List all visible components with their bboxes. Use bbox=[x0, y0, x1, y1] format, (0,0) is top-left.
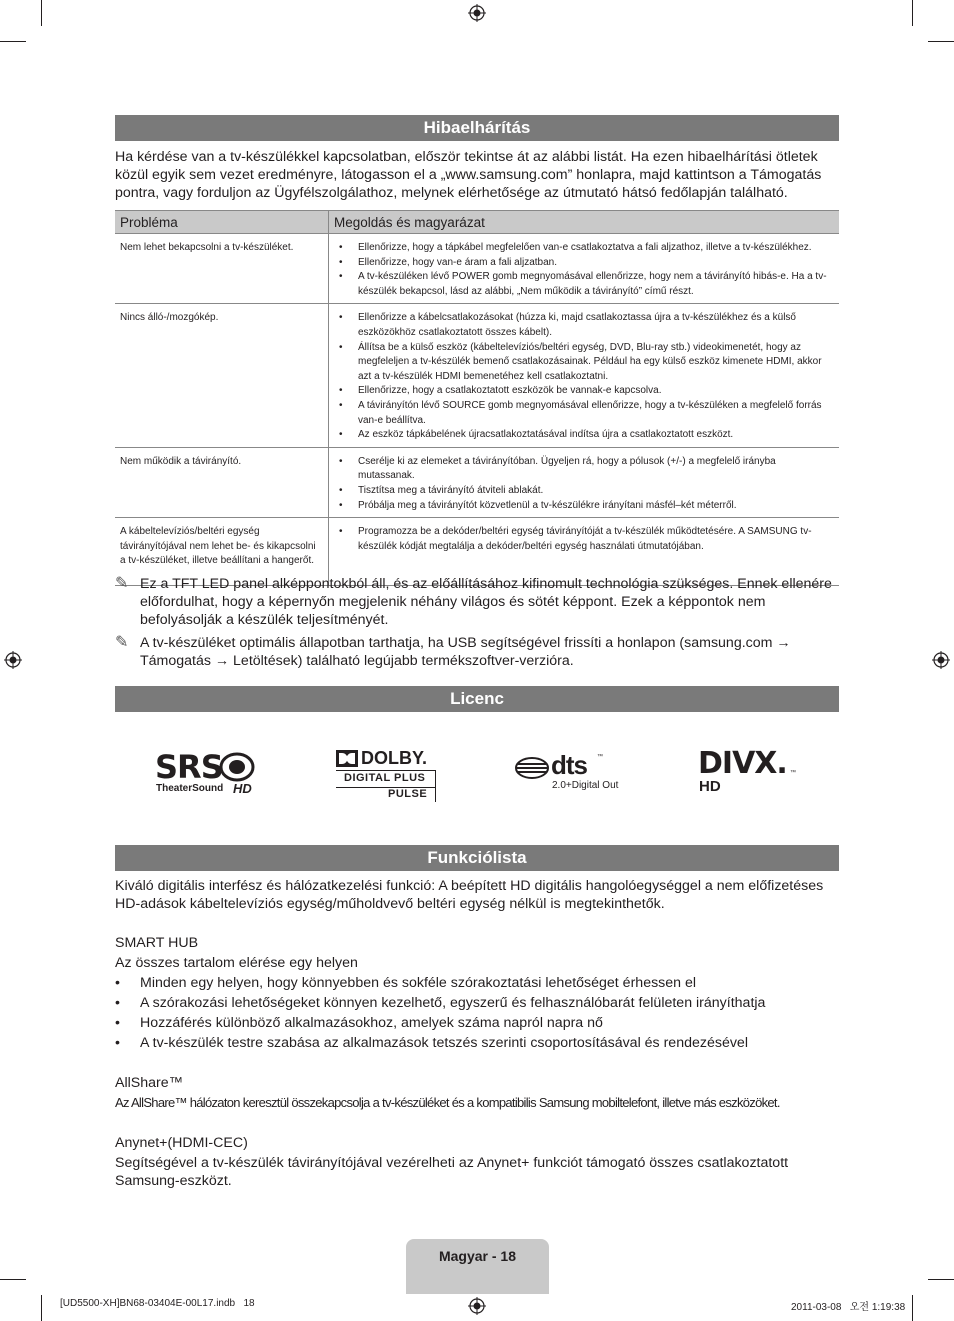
srs-circle-icon bbox=[219, 752, 255, 782]
problem-cell: Nincs álló-/mozgókép. bbox=[115, 304, 329, 447]
allshare-text: Az AllShare™ hálózaton keresztül összekapcsolja a tv-készüléket és a kompatibilis Samsung mobiltelefont, illetve más eszközöket. bbox=[115, 1095, 780, 1110]
print-timestamp: 2011-03-08 오전 1:19:38 bbox=[791, 1302, 906, 1313]
pencil-note-icon: ✎ bbox=[115, 634, 129, 651]
registration-mark-icon bbox=[468, 4, 486, 22]
crop-mark bbox=[0, 1279, 26, 1280]
troubleshooting-intro: Ha kérdése van a tv-készülékkel kapcsolatban, először tekintse át az alábbi listát. Ha ezen hibaelhárítási ötletek közül egyik sem vezet eredményre, látogasson el a „www.samsung.com” honlapra, majd kattintson a Támogatás pontra, vagy forduljon az Ügyfélszolgálathoz, melynek elérhetősége az útmutató hátsó fedőlapján található. bbox=[115, 149, 822, 201]
solution-item: • Állítsa be a külső eszköz (kábeltelevíziós/beltéri egység, DVD, Blu-ray stb.) videokimenetét, hogy az megfeleljen a tv-készülék bemenő csatlakozásainak. Például ha egy külső eszköz kimenete HDMI, akkor azt a tv-készülék HDMI bemenetéhez kell csatlakoztatni. bbox=[339, 341, 834, 385]
divx-hd-logo bbox=[698, 746, 798, 796]
table-row bbox=[115, 447, 839, 517]
solution-item: • A távirányítón lévő SOURCE gomb megnyomásával ellenőrizze, hogy a tv-készüléken a megfelelő forrás van-e beállítva. bbox=[339, 399, 834, 428]
dolby-double-d-icon bbox=[336, 750, 358, 767]
crop-mark bbox=[928, 1279, 954, 1280]
solution-cell bbox=[329, 234, 840, 304]
anynet-heading: Anynet+(HDMI-CEC) bbox=[115, 1135, 248, 1151]
solution-cell bbox=[329, 304, 840, 447]
solution-item: • Ellenőrizze, hogy a tápkábel megfelelően van-e csatlakoztatva a fali aljzathoz, illetve a tv-készülékhez. bbox=[339, 241, 834, 256]
dolby-line2-text: PULSE bbox=[388, 788, 428, 800]
dts-tm: ™ bbox=[597, 754, 603, 760]
solution-item: • Tisztítsa meg a távirányító átviteli ablakát. bbox=[339, 484, 834, 499]
solution-item: • Cserélje ki az elemeket a távirányítóban. Ügyeljen rá, hogy a pólusok (+/-) a megfelelő irányba mutassanak. bbox=[339, 455, 834, 484]
solution-item: • Ellenőrizze, hogy van-e áram a fali aljzatban. bbox=[339, 256, 834, 271]
dts-waves-icon bbox=[515, 757, 549, 779]
smart-hub-lead: Az összes tartalom elérése egy helyen bbox=[115, 955, 358, 971]
crop-mark bbox=[928, 41, 954, 42]
crop-mark bbox=[41, 0, 42, 26]
solution-item: • Ellenőrizze, hogy a csatlakoztatott eszközök be vannak-e kapcsolva. bbox=[339, 384, 834, 399]
crop-mark bbox=[41, 1295, 42, 1321]
solution-item: • Programozza be a dekóder/beltéri egység távirányítóját a tv-készülék működtetésére. A SAMSUNG tv-készülék kódját megtalálja a dekóder/beltéri egység használati útmutatójában. bbox=[339, 525, 834, 554]
registration-mark-icon bbox=[4, 651, 22, 669]
problem-cell: A kábeltelevíziós/beltéri egység távirányítójával nem lehet be- és kikapcsolni a tv-készüléket, illetve beállítani a hangerőt. bbox=[115, 518, 329, 586]
crop-mark bbox=[0, 41, 26, 42]
list-item: • Minden egy helyen, hogy könnyebben és sokféle szórakoztatási lehetőséget érhessen el bbox=[115, 973, 839, 993]
dts-logo-text: dts bbox=[551, 750, 587, 780]
smart-hub-bullet-list bbox=[115, 973, 839, 1053]
registration-mark-icon bbox=[468, 1297, 486, 1315]
srs-theatersound-logo bbox=[155, 748, 260, 800]
note-text: Ez a TFT LED panel alképpontokból áll, és az előállításához kifinomult technológia szükséges. Ennek ellenére előfordulhat, hogy a képernyőn megjelenik néhány világos és sötét képpont. Ezek a képpontok nem befolyásolják a készülék teljesítményét. bbox=[140, 576, 832, 628]
troubleshooting-table bbox=[115, 210, 839, 586]
allshare-heading: AllShare™ bbox=[115, 1075, 183, 1091]
solution-item: • A tv-készüléken lévő POWER gomb megnyomásával ellenőrizze, hogy nem a távirányító hibás-e. Ha a tv-készülék bekapcsol, lásd az alábbi, „Nem működik a távirányító” című részt. bbox=[339, 270, 834, 299]
list-item: • A szórakozási lehetőségeket könnyen kezelhető, egyszerű és felhasználóbarát felületen irányíthatja bbox=[115, 993, 839, 1013]
table-header-row bbox=[115, 211, 839, 234]
dolby-line1-text: DIGITAL PLUS bbox=[344, 772, 426, 784]
features-intro: Kiváló digitális interfész és hálózatkezelési funkció: A beépített HD digitális hangolóegységgel a nem előfizetéses HD-adások kábeltelevíziós egység/műholdvevő beltéri egység nélkül is megtekinthetők. bbox=[115, 878, 824, 912]
section-title-troubleshooting: Hibaelhárítás bbox=[115, 115, 839, 141]
problem-cell: Nem működik a távirányító. bbox=[115, 447, 329, 517]
dolby-logo-text: DOLBY. bbox=[361, 748, 428, 768]
note-text: A tv-készüléket optimális állapotban tarthatja, ha USB segítségével frissíti a honlapon (samsung.com → Támogatás → Letöltések) található legújabb termékszoftver-verzióra. bbox=[140, 635, 791, 669]
dts-logo bbox=[515, 750, 620, 794]
dolby-digital-plus-logo bbox=[336, 750, 438, 802]
solution-item: • Próbálja meg a távirányítót közvetlenül a tv-készülékre irányítani másfél–két méterről. bbox=[339, 499, 834, 514]
table-row bbox=[115, 234, 839, 304]
solution-item: • Az eszköz tápkábelének újracsatlakoztatásával indítsa újra a csatlakoztatott eszközt. bbox=[339, 428, 834, 443]
section-title-license: Licenc bbox=[115, 686, 839, 712]
section-title-features: Funkciólista bbox=[115, 845, 839, 871]
column-header-solution: Megoldás és magyarázat bbox=[329, 211, 840, 234]
dts-sub-text: 2.0+Digital Out bbox=[552, 780, 619, 791]
divx-logo-text: DIVX. bbox=[698, 746, 787, 781]
page-number-tab: Magyar - 18 bbox=[406, 1239, 549, 1294]
list-item: • Hozzáférés különböző alkalmazásokhoz, amelyek száma napról napra nő bbox=[115, 1013, 839, 1033]
crop-mark bbox=[912, 0, 913, 26]
column-header-problem: Probléma bbox=[115, 211, 329, 234]
note bbox=[115, 575, 839, 629]
crop-mark bbox=[912, 1295, 913, 1321]
pencil-note-icon: ✎ bbox=[115, 575, 129, 592]
anynet-text: Segítségével a tv-készülék távirányítójával vezérelheti az Anynet+ funkciót támogató összes csatlakoztatott Samsung-eszközt. bbox=[115, 1155, 789, 1189]
list-item: • A tv-készülék testre szabása az alkalmazások tetszés szerinti csoportosításával és rendezésével bbox=[115, 1033, 839, 1053]
file-info: [UD5500-XH]BN68-03404E-00L17.indb 18 bbox=[60, 1298, 255, 1309]
smart-hub-heading: SMART HUB bbox=[115, 935, 199, 951]
srs-logo-text: SRS bbox=[155, 748, 223, 786]
srs-sub-text: TheaterSound bbox=[156, 783, 224, 794]
note bbox=[115, 634, 839, 670]
solution-item: • Ellenőrizze a kábelcsatlakozásokat (húzza ki, majd csatlakoztassa újra a tv-készülékhez és a külső eszközökhöz csatlakoztatott összes kábelt). bbox=[339, 311, 834, 340]
divx-hd-text: HD bbox=[699, 778, 721, 795]
table-row bbox=[115, 304, 839, 447]
solution-cell bbox=[329, 447, 840, 517]
registration-mark-icon bbox=[932, 651, 950, 669]
divx-tm: ™ bbox=[790, 770, 796, 776]
srs-hd-text: HD bbox=[233, 781, 252, 796]
problem-cell: Nem lehet bekapcsolni a tv-készüléket. bbox=[115, 234, 329, 304]
